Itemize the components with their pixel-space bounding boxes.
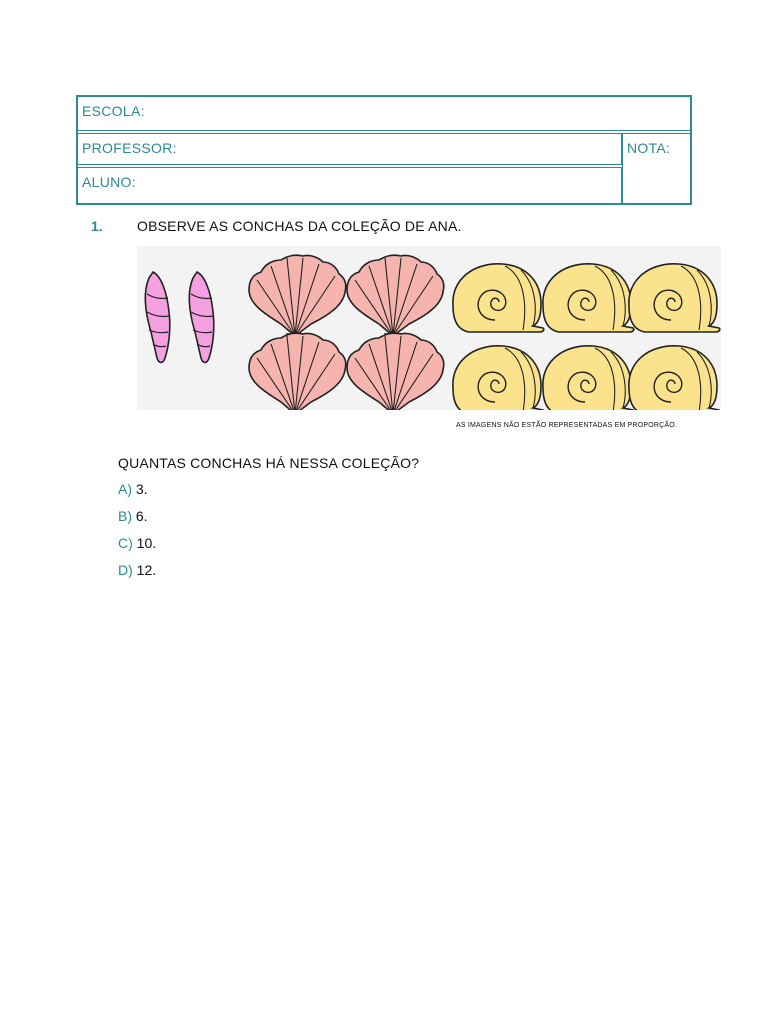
option-b[interactable] (118, 508, 148, 524)
option-a[interactable] (118, 481, 148, 497)
image-caption: AS IMAGENS NÃO ESTÃO REPRESENTADAS EM PROPORÇÃO. (456, 422, 678, 429)
escola-field[interactable] (78, 97, 690, 131)
scallop-shell-3 (249, 333, 346, 410)
snail-shell-5 (543, 346, 634, 410)
option-letter: A) (118, 481, 132, 497)
question-instruction: OBSERVE AS CONCHAS DA COLEÇÃO DE ANA. (137, 218, 462, 234)
scallop-shell-4 (347, 333, 444, 410)
aluno-label: ALUNO: (82, 174, 136, 190)
option-c[interactable] (118, 535, 156, 551)
spiral-shell-1 (145, 272, 169, 363)
option-text: 6. (135, 508, 148, 524)
snail-shell-2 (543, 264, 634, 332)
option-letter: C) (118, 535, 133, 551)
option-d[interactable] (118, 562, 156, 578)
option-letter: B) (118, 508, 132, 524)
question-number: 1. (91, 218, 103, 234)
option-letter: D) (118, 562, 133, 578)
shell-collection-image (137, 246, 721, 410)
aluno-field[interactable] (78, 167, 622, 203)
option-text: 10. (136, 535, 157, 551)
spiral-shell-2 (189, 272, 213, 363)
option-text: 12. (136, 562, 157, 578)
escola-label: ESCOLA: (82, 103, 145, 119)
scallop-shell-2 (347, 255, 444, 344)
snail-shell-6 (629, 346, 720, 410)
option-text: 3. (135, 481, 148, 497)
snail-shell-1 (453, 264, 544, 332)
header-table (76, 95, 692, 205)
professor-label: PROFESSOR: (82, 140, 177, 156)
nota-label: NOTA: (627, 140, 671, 156)
snail-shell-4 (453, 346, 544, 410)
nota-field[interactable] (622, 133, 690, 203)
professor-field[interactable] (78, 133, 622, 165)
snail-shell-3 (629, 264, 720, 332)
scallop-shell-1 (249, 255, 346, 344)
question-prompt: QUANTAS CONCHAS HÁ NESSA COLEÇÃO? (118, 455, 420, 471)
shells-illustration (137, 246, 721, 410)
